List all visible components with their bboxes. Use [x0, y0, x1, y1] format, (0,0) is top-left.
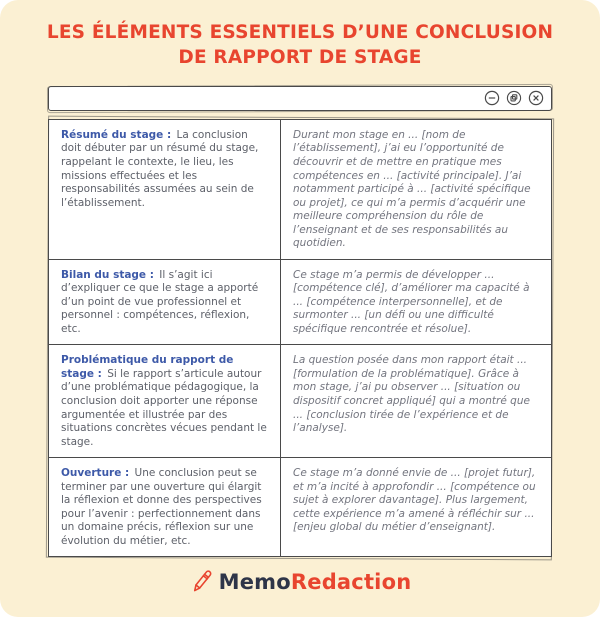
example-cell — [281, 260, 551, 345]
restore-icon[interactable] — [506, 90, 522, 106]
element-description: Si le rapport s’articule autour d’une problématique pédagogique, la conclusion doit apporter une réponse argumentée et illustrée par des situations concrètes vécues pendant le stage. — [61, 367, 267, 448]
element-description: Une conclusion peut se terminer par une ouverture qui élargit la réflexion et donne des perspectives pour l’avenir : perfectionnement dans un domaine précis, réflexion sur une évolution du métier, etc. — [61, 467, 262, 547]
example-text: Durant mon stage en ... [nom de l’établissement], j’ai eu l’opportunité de découvrir et de mettre en pratique mes compétences en ... [activité principale]. J’ai notamment participé à ... [activité spécifique ou projet], ce qui m’a permis d’acquérir une meilleure compréhension du rôle de l’enseignant et de ses responsabilités au quotidien. — [293, 128, 531, 250]
pencil-icon — [187, 565, 217, 595]
close-icon[interactable] — [528, 90, 544, 106]
element-cell — [49, 458, 281, 556]
element-term: Problématique du rapport de stage : — [61, 354, 234, 380]
brand-logo — [0, 570, 600, 594]
logo-text — [219, 570, 412, 594]
example-cell — [281, 345, 551, 457]
example-text: Ce stage m’a permis de développer ... [compétence clé], d’améliorer ma capacité à ... [compétence interpersonnelle], et de surmonter ... [un défi ou une difficulté spécifique rencontrée et résolue]. — [293, 268, 530, 335]
page-title: LES ÉLÉMENTS ESSENTIELS D’UNE CONCLUSION DE RAPPORT DE STAGE — [46, 22, 554, 68]
element-term: Ouverture : — [61, 467, 130, 480]
example-text: Ce stage m’a donné envie de ... [projet futur], et m’a incité à approfondir ... [compétence ou sujet à explorer davantage]. Plus largement, cette expérience m’a amené à réfléchir sur ... [enjeu global du métier d’enseignant]. — [293, 467, 536, 534]
table-row — [49, 344, 551, 457]
example-cell — [281, 120, 551, 259]
element-description: La conclusion doit débuter par un résumé du stage, rappelant le contexte, le lieu, les missions effectuées et les responsabilités assumées au sein de l’établissement. — [61, 128, 259, 209]
example-text: La question posée dans mon rapport était ... [formulation de la problématique]. Grâce à mon stage, j’ai pu observer ... [situation ou dispositif concret appliqué] qui a montré que ... [conclusion tirée de l’expérience et de l’analyse]. — [293, 354, 530, 435]
content-table — [48, 119, 552, 557]
element-cell — [49, 345, 281, 457]
window-toolbar — [48, 86, 552, 111]
element-cell — [49, 120, 281, 259]
table-row — [49, 259, 551, 345]
minimize-icon[interactable] — [484, 90, 500, 106]
logo-redaction: Redaction — [290, 570, 412, 595]
logo-memo: Memo — [218, 570, 291, 595]
element-cell — [49, 260, 281, 345]
table-row — [49, 457, 551, 556]
table-row — [49, 120, 551, 259]
example-cell — [281, 458, 551, 556]
element-term: Résumé du stage : — [61, 128, 172, 141]
element-term: Bilan du stage : — [61, 268, 154, 281]
element-description: Il s’agit ici d’expliquer ce que le stage a apporté d’un point de vue professionnel et personnel : compétences, réflexion, etc. — [61, 268, 259, 335]
